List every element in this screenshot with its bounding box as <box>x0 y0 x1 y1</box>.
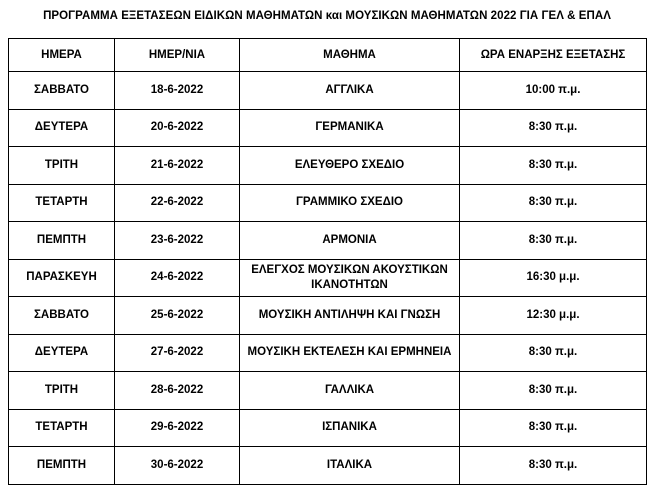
cell-date: 28-6-2022 <box>115 372 240 410</box>
table-row <box>9 297 647 335</box>
table-row <box>9 147 647 185</box>
cell-subject: ΓΕΡΜΑΝΙΚΑ <box>240 109 460 147</box>
cell-subject: ΜΟΥΣΙΚΗ ΕΚΤΕΛΕΣΗ ΚΑΙ ΕΡΜΗΝΕΙΑ <box>240 334 460 372</box>
cell-day: ΤΡΙΤΗ <box>9 372 115 410</box>
cell-day: ΠΕΜΠΤΗ <box>9 222 115 260</box>
table-row <box>9 184 647 222</box>
header-time: ΩΡΑ ΕΝΑΡΞΗΣ ΕΞΕΤΑΣΗΣ <box>460 39 647 72</box>
table-row <box>9 334 647 372</box>
header-date: ΗΜΕΡ/ΝΙΑ <box>115 39 240 72</box>
document-title: ΠΡΟΓΡΑΜΜΑ ΕΞΕΤΑΣΕΩΝ ΕΙΔΙΚΩΝ ΜΑΘΗΜΑΤΩΝ και ΜΟΥΣΙΚΩΝ ΜΑΘΗΜΑΤΩΝ 2022 ΓΙΑ ΓΕΛ & ΕΠΑΛ <box>43 10 611 22</box>
cell-date: 30-6-2022 <box>115 447 240 485</box>
cell-subject: ΑΓΓΛΙΚΑ <box>240 72 460 110</box>
cell-subject: ΜΟΥΣΙΚΗ ΑΝΤΙΛΗΨΗ ΚΑΙ ΓΝΩΣΗ <box>240 297 460 335</box>
cell-subject: ΕΛΕΓΧΟΣ ΜΟΥΣΙΚΩΝ ΑΚΟΥΣΤΙΚΩΝ ΙΚΑΝΟΤΗΤΩΝ <box>240 259 460 297</box>
cell-date: 22-6-2022 <box>115 184 240 222</box>
cell-date: 23-6-2022 <box>115 222 240 260</box>
cell-date: 18-6-2022 <box>115 72 240 110</box>
cell-day: ΠΕΜΠΤΗ <box>9 447 115 485</box>
table-row <box>9 72 647 110</box>
header-subject: ΜΑΘΗΜΑ <box>240 39 460 72</box>
cell-day: ΣΑΒΒΑΤΟ <box>9 72 115 110</box>
header-day: ΗΜΕΡΑ <box>9 39 115 72</box>
table-header-row <box>9 39 647 72</box>
cell-time: 16:30 μ.μ. <box>460 259 647 297</box>
exam-schedule-table <box>8 38 647 485</box>
table-row <box>9 372 647 410</box>
cell-subject: ΑΡΜΟΝΙΑ <box>240 222 460 260</box>
cell-date: 27-6-2022 <box>115 334 240 372</box>
cell-time: 8:30 π.μ. <box>460 447 647 485</box>
table-row <box>9 259 647 297</box>
cell-day: ΔΕΥΤΕΡΑ <box>9 334 115 372</box>
cell-time: 8:30 π.μ. <box>460 109 647 147</box>
cell-date: 25-6-2022 <box>115 297 240 335</box>
table-row <box>9 222 647 260</box>
cell-day: ΣΑΒΒΑΤΟ <box>9 297 115 335</box>
cell-day: ΠΑΡΑΣΚΕΥΗ <box>9 259 115 297</box>
cell-time: 12:30 μ.μ. <box>460 297 647 335</box>
cell-subject: ΓΡΑΜΜΙΚΟ ΣΧΕΔΙΟ <box>240 184 460 222</box>
cell-date: 21-6-2022 <box>115 147 240 185</box>
cell-subject: ΓΑΛΛΙΚΑ <box>240 372 460 410</box>
cell-subject: ΙΣΠΑΝΙΚΑ <box>240 409 460 447</box>
cell-day: ΤΕΤΑΡΤΗ <box>9 409 115 447</box>
cell-time: 8:30 π.μ. <box>460 222 647 260</box>
cell-day: ΤΕΤΑΡΤΗ <box>9 184 115 222</box>
cell-time: 8:30 π.μ. <box>460 147 647 185</box>
table-row <box>9 447 647 485</box>
cell-date: 20-6-2022 <box>115 109 240 147</box>
cell-subject: ΕΛΕΥΘΕΡΟ ΣΧΕΔΙΟ <box>240 147 460 185</box>
cell-day: ΤΡΙΤΗ <box>9 147 115 185</box>
cell-time: 8:30 π.μ. <box>460 334 647 372</box>
cell-time: 8:30 π.μ. <box>460 372 647 410</box>
table-row <box>9 109 647 147</box>
cell-time: 8:30 π.μ. <box>460 184 647 222</box>
cell-date: 29-6-2022 <box>115 409 240 447</box>
cell-date: 24-6-2022 <box>115 259 240 297</box>
cell-subject: ΙΤΑΛΙΚΑ <box>240 447 460 485</box>
cell-time: 8:30 π.μ. <box>460 409 647 447</box>
cell-time: 10:00 π.μ. <box>460 72 647 110</box>
cell-day: ΔΕΥΤΕΡΑ <box>9 109 115 147</box>
table-row <box>9 409 647 447</box>
